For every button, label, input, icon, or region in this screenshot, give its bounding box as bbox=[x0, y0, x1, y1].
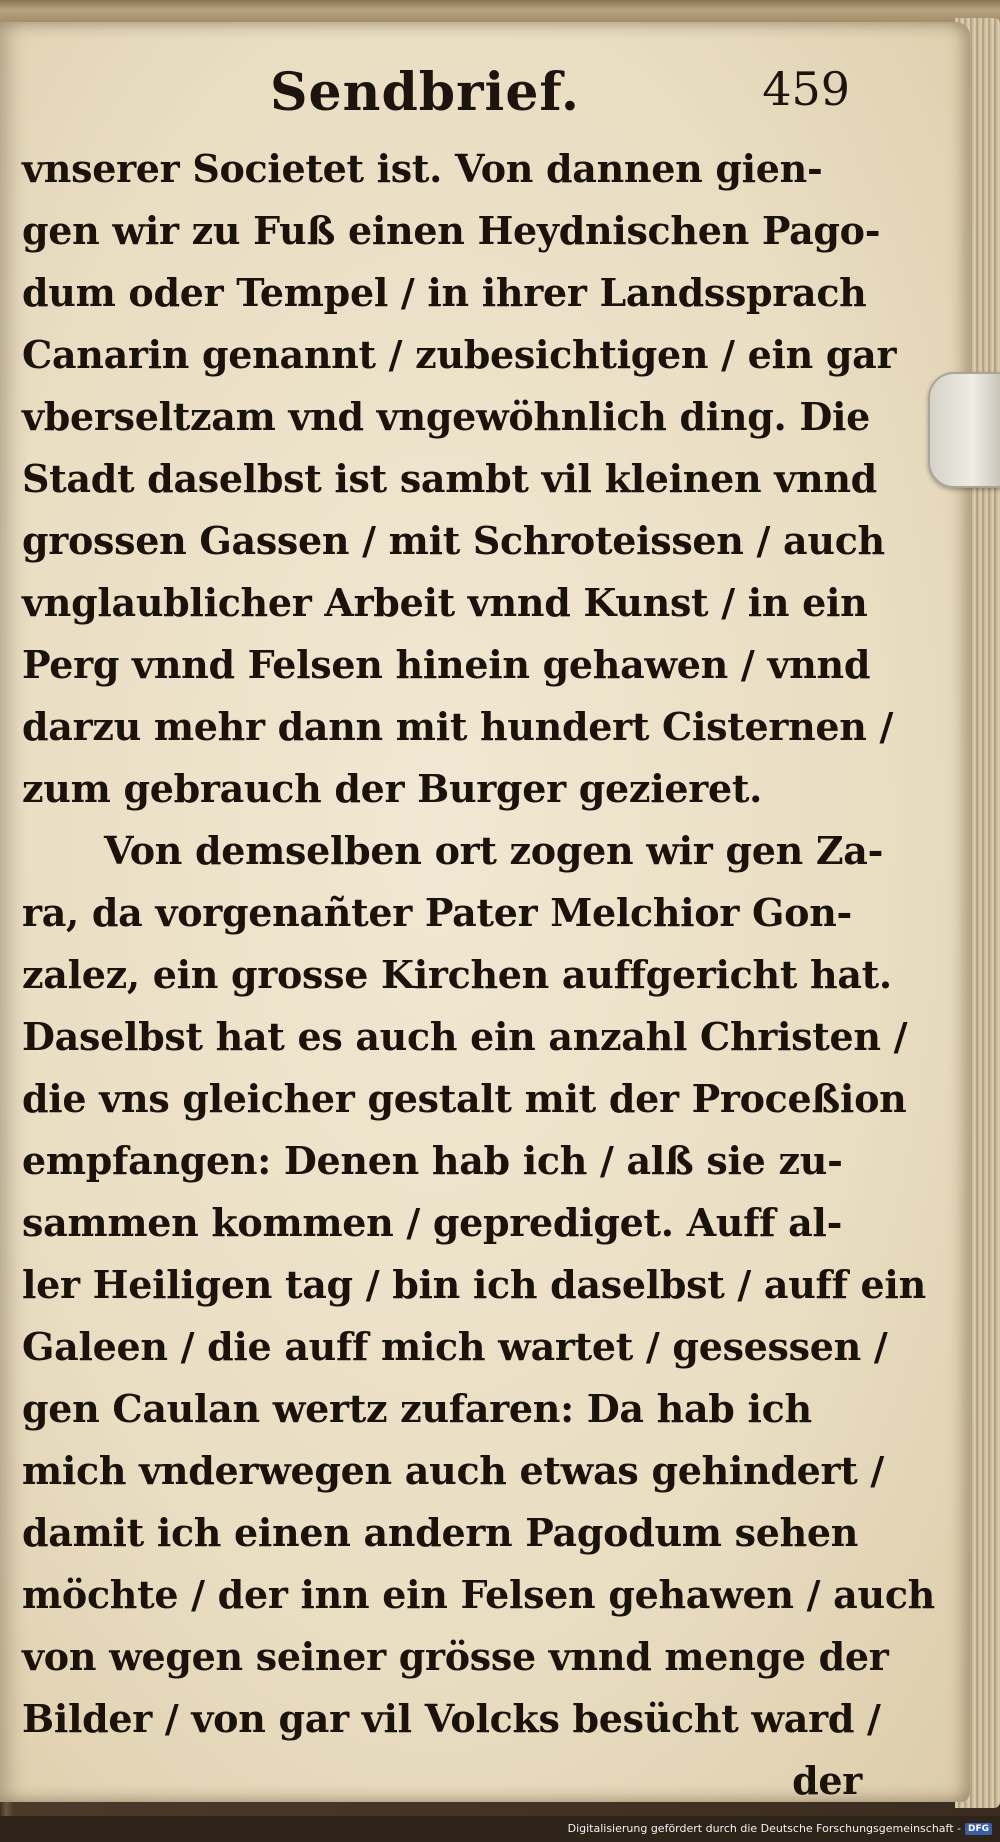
text-line: sammen kommen / geprediget. Auff al- bbox=[22, 1200, 843, 1245]
text-line: die vns gleicher gestalt mit der Proceßion bbox=[22, 1076, 907, 1121]
text-line: Galeen / die auff mich wartet / gesessen / bbox=[22, 1324, 888, 1369]
text-line: darzu mehr dann mit hundert Cisternen / bbox=[22, 704, 894, 749]
text-line: gen Caulan wertz zufaren: Da hab ich bbox=[22, 1386, 812, 1431]
text-line: zum gebrauch der Burger gezieret. bbox=[22, 766, 763, 811]
running-head: Sendbrief. bbox=[270, 62, 581, 123]
page-header bbox=[270, 62, 850, 132]
text-line: damit ich einen andern Pagodum sehen bbox=[22, 1510, 859, 1555]
text-line: grossen Gassen / mit Schroteissen / auch bbox=[22, 518, 885, 563]
text-line: vnserer Societet ist. Von dannen gien- bbox=[22, 146, 823, 191]
text-line: ler Heiligen tag / bin ich daselbst / auff ein bbox=[22, 1262, 926, 1307]
text-line: vberseltzam vnd vngewöhnlich ding. Die bbox=[22, 394, 871, 439]
page-marker-tab bbox=[928, 372, 1000, 488]
credit-text: Digitalisierung gefördert durch die Deutsche Forschungsgemeinschaft - bbox=[567, 1822, 961, 1835]
text-line: möchte / der inn ein Felsen gehawen / auch bbox=[22, 1572, 935, 1617]
text-line-paragraph-start: Von demselben ort zogen wir gen Za- bbox=[104, 828, 884, 873]
digitization-credit bbox=[568, 1822, 992, 1835]
text-line: gen wir zu Fuß einen Heydnischen Pago- bbox=[22, 208, 881, 253]
text-line: Stadt daselbst ist sambt vil kleinen vnnd bbox=[22, 456, 877, 501]
text-line: von wegen seiner grösse vnnd menge der bbox=[22, 1634, 889, 1679]
text-line: zalez, ein grosse Kirchen auffgericht hat. bbox=[22, 952, 892, 997]
body-text bbox=[22, 138, 935, 1812]
text-line: Bilder / von gar vil Volcks besücht ward / bbox=[22, 1696, 881, 1741]
page-number: 459 bbox=[762, 62, 850, 116]
text-line: empfangen: Denen hab ich / alß sie zu- bbox=[22, 1138, 843, 1183]
text-line: Daselbst hat es auch ein anzahl Christen / bbox=[22, 1014, 908, 1059]
text-line: vnglaublicher Arbeit vnnd Kunst / in ein bbox=[22, 580, 868, 625]
text-line: Canarin genannt / zubesichtigen / ein gar bbox=[22, 332, 897, 377]
text-line: ra, da vorgenañter Pater Melchior Gon- bbox=[22, 890, 852, 935]
text-line: Perg vnnd Felsen hinein gehawen / vnnd bbox=[22, 642, 871, 687]
dfg-logo: DFG bbox=[965, 1823, 992, 1835]
text-line: mich vnderwegen auch etwas gehindert / bbox=[22, 1448, 885, 1493]
catchword: der bbox=[792, 1758, 862, 1803]
text-line: dum oder Tempel / in ihrer Landssprach bbox=[22, 270, 867, 315]
